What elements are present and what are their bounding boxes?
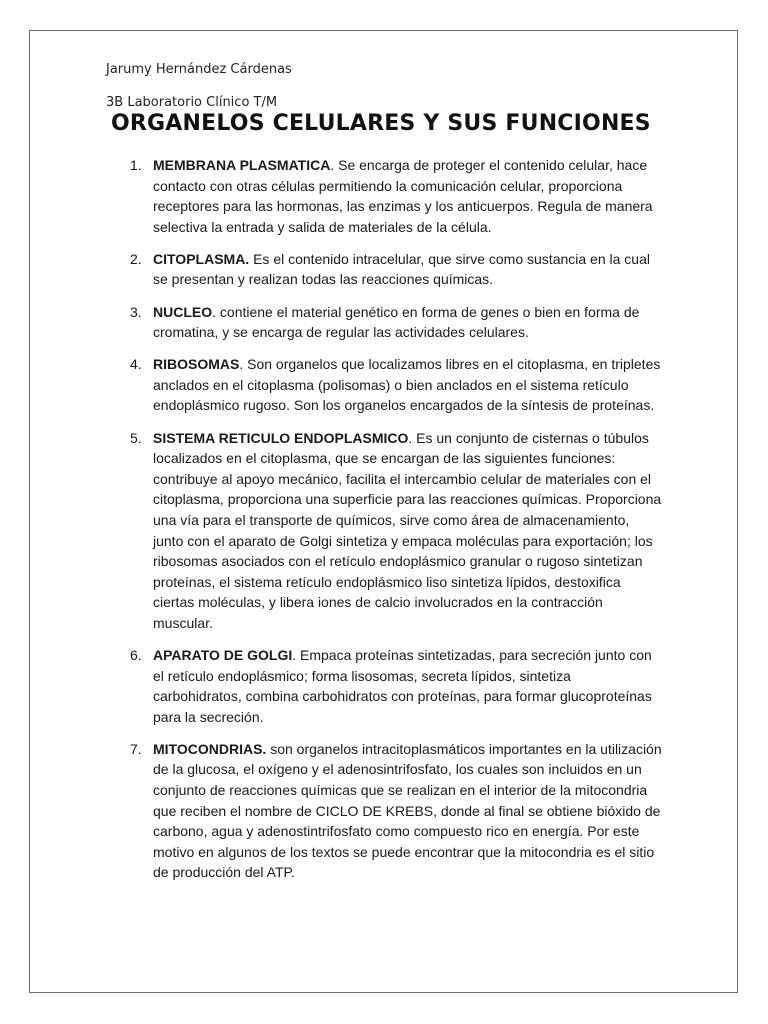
item-number: 4.	[130, 356, 142, 373]
item-term: RIBOSOMAS	[153, 356, 240, 373]
organelle-list	[122, 155, 662, 895]
group-label: 3B Laboratorio Clínico T/M	[106, 95, 278, 110]
list-item	[122, 302, 662, 343]
item-term: SISTEMA RETICULO ENDOPLASMICO	[153, 429, 409, 446]
item-number: 2.	[130, 250, 142, 267]
list-item	[122, 249, 662, 290]
item-text: . Es un conjunto de cisternas o túbulos localizados en el citoplasma, que se encargan de las siguientes funciones: contribuye al apoyo mecánico, facilita el intercambio celular de materiales con el citoplasma, proporciona una superficie para las reacciones químicas. Proporciona una vía para el transporte de químicos, sirve como área de almacenamiento, junto con el aparato de Golgi sintetiza y empaca moléculas para exportación; los ribosomas asociados con el retículo endoplásmico granular o rugoso sintetizan proteínas, el sistema retículo endoplásmico liso sintetiza lípidos, destoxifica ciertas moléculas, y libera iones de calcio involucrados en la contracción muscular.	[153, 429, 662, 631]
item-term: CITOPLASMA.	[153, 250, 250, 267]
item-text: . Se encarga de proteger el contenido celular, hace contacto con otras células permitiendo la comunicación celular, proporciona receptores para las hormonas, las enzimas y los anticuerpos. Regula de manera selectiva la entrada y salida de materiales de la célula.	[153, 157, 653, 235]
item-term: NUCLEO	[153, 303, 213, 320]
list-item	[122, 428, 662, 634]
item-number: 3.	[130, 303, 142, 320]
page-title: ORGANELOS CELULARES Y SUS FUNCIONES	[111, 111, 651, 136]
item-number: 1.	[130, 157, 142, 173]
author-name: Jarumy Hernández Cárdenas	[106, 62, 292, 77]
item-text: . Son organelos que localizamos libres en el citoplasma, en tripletes anclados en el citoplasma (polisomas) o bien anclados en el sistema retículo endoplásmico rugoso. Son los organelos encargados de la síntesis de proteínas.	[153, 356, 661, 414]
item-number: 7.	[130, 740, 142, 757]
item-text: . contiene el material genético en forma de genes o bien en forma de cromatina, y se encarga de regular las actividades celulares.	[153, 303, 640, 341]
item-text: . Empaca proteínas sintetizadas, para secreción junto con el retículo endoplásmico; forma lisosomas, secreta lípidos, sintetiza carbohidratos, combina carbohidratos con proteínas, para formar glucoproteínas para la secreción.	[153, 646, 652, 725]
item-term: MITOCONDRIAS.	[153, 740, 267, 757]
item-text: son organelos intracitoplasmáticos importantes en la utilización de la glucosa, el oxígeno y el adenosintrifosfato, los cuales son incluidos en un conjunto de reacciones químicas que se realizan en el interior de la mitocondria que reciben el nombre de CICLO DE KREBS, donde al final se obtiene bióxido de carbono, agua y adenostintrifosfato como compuesto rico en energía. Por este motivo en algunos de los textos se puede encontrar que la mitocondria es el sitio de producción del ATP.	[153, 740, 662, 881]
document-page	[29, 30, 738, 993]
item-number: 6.	[130, 646, 142, 663]
list-item	[122, 645, 662, 727]
list-item	[122, 739, 662, 883]
list-item	[122, 155, 662, 237]
item-term: MEMBRANA PLASMATICA	[153, 157, 331, 173]
list-item	[122, 354, 662, 416]
item-text: Es el contenido intracelular, que sirve como sustancia en la cual se presentan y realizan todas las reacciones químicas.	[153, 250, 650, 288]
item-term: APARATO DE GOLGI	[153, 646, 293, 663]
item-number: 5.	[130, 429, 142, 446]
